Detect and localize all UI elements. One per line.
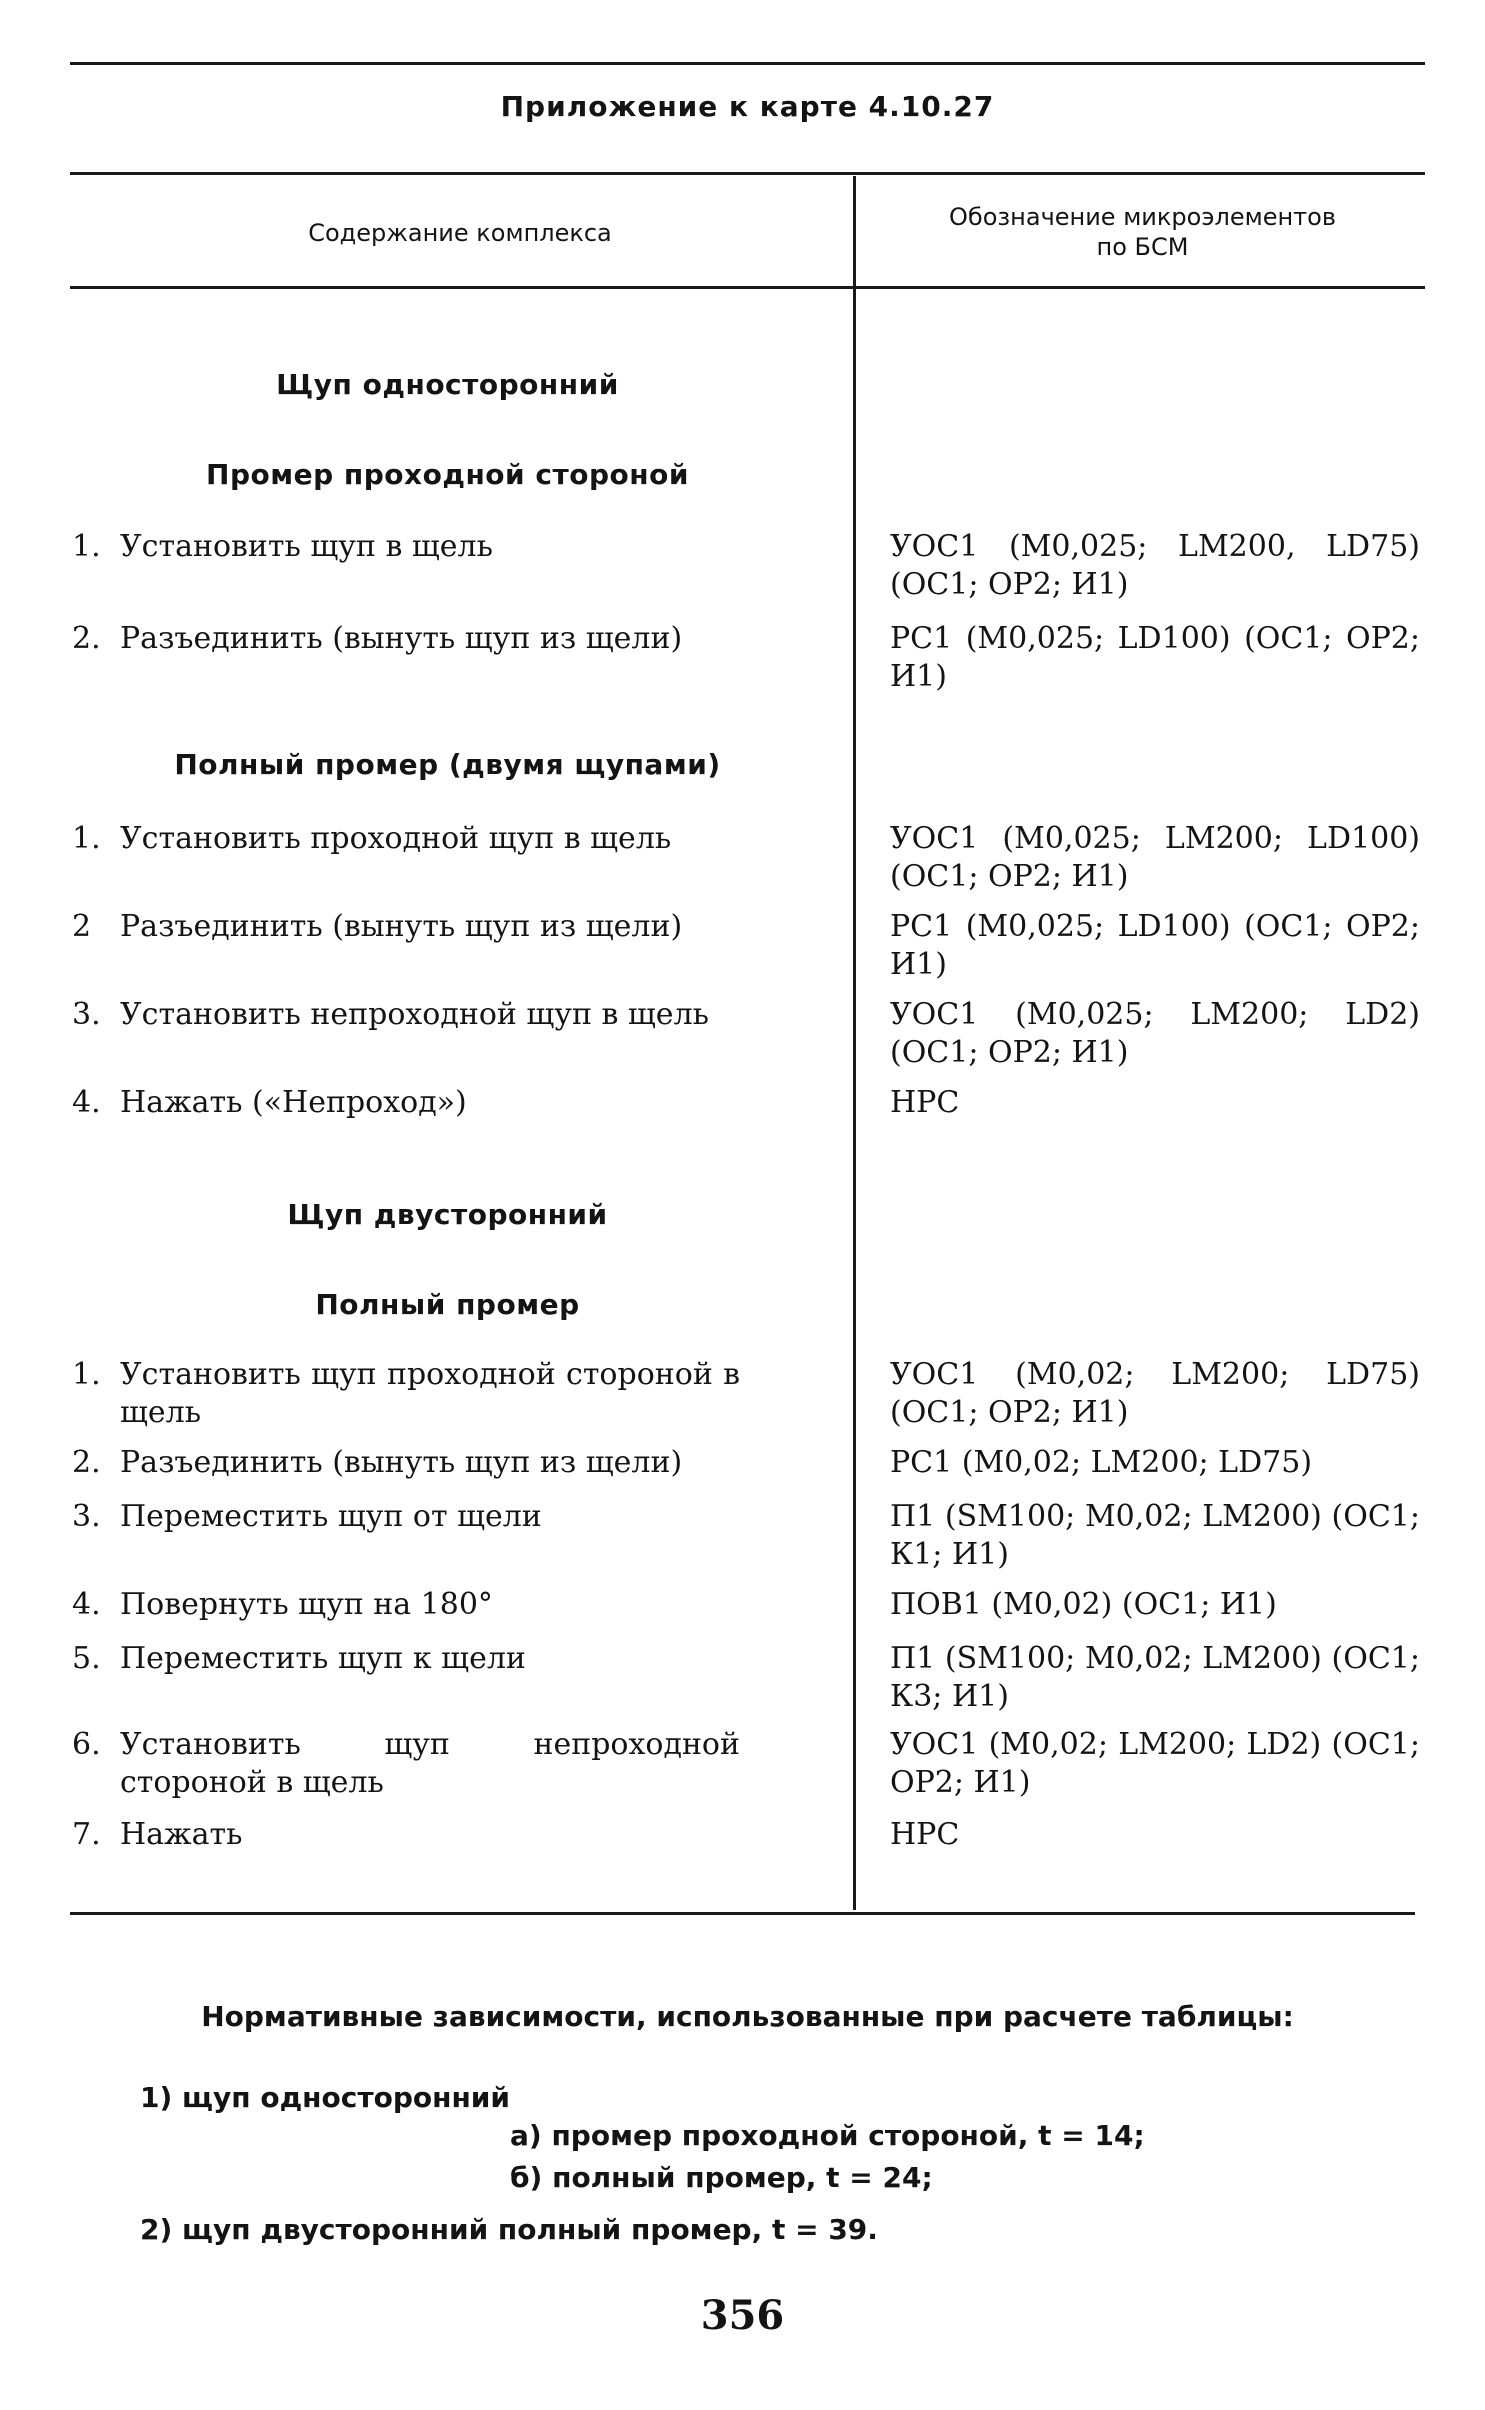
step-number: 2. — [72, 621, 101, 656]
column-header-codes-line1: Обозначение микроэлементов — [949, 203, 1336, 231]
bsm-code: НРС — [890, 1085, 960, 1120]
step-text: Установить щуп проходной стороной в щель — [120, 1357, 740, 1430]
step-number: 1. — [72, 1357, 101, 1392]
table-row-step — [72, 1498, 827, 1536]
step-text: Нажать — [120, 1817, 243, 1852]
table-row-step — [72, 1726, 827, 1802]
subsection-title-full-two-gauges: Полный промер (двумя щупами) — [174, 748, 721, 781]
header-top-rule — [70, 172, 1425, 175]
norms-title: Нормативные зависимости, использованные при расчете таблицы: — [201, 2000, 1294, 2033]
bsm-code: РС1 (М0,025; LD100) (ОС1; ОР2; И1) — [890, 621, 1420, 694]
step-text: Разъединить (вынуть щуп из щели) — [120, 1445, 683, 1480]
table-row-step — [72, 1356, 827, 1432]
step-text: Разъединить (вынуть щуп из щели) — [120, 621, 683, 656]
header-bottom-rule — [70, 286, 1425, 289]
step-number: 7. — [72, 1817, 101, 1852]
bsm-code: РС1 (М0,02; LM200; LD75) — [890, 1445, 1313, 1480]
step-text: Нажать («Непроход») — [120, 1085, 467, 1120]
bsm-code: УОС1 (М0,02; LM200; LD75) (ОС1; ОР2; И1) — [890, 1357, 1420, 1430]
step-number: 1. — [72, 821, 101, 856]
section-title-two-sided-gauge: Щуп двусторонний — [287, 1198, 608, 1231]
step-number: 1. — [72, 529, 101, 564]
table-row-step — [72, 1586, 827, 1624]
step-text: Установить щуп в щель — [120, 529, 493, 564]
step-text: Разъединить (вынуть щуп из щели) — [120, 909, 683, 944]
table-row-step — [72, 620, 827, 658]
step-number: 2 — [72, 909, 92, 944]
bsm-code: П1 (SM100; М0,02; LM200) (ОС1; К1; И1) — [890, 1499, 1420, 1572]
table-row-step — [72, 1816, 827, 1854]
bsm-code: УОС1 (М0,025; LM200; LD2) (ОС1; ОР2; И1) — [890, 997, 1420, 1070]
table-row-step — [72, 1640, 827, 1678]
step-number: 6. — [72, 1727, 101, 1762]
section-title-one-sided-gauge: Щуп односторонний — [276, 368, 619, 401]
bsm-code: УОС1 (М0,025; LM200; LD100) (ОС1; ОР2; И1) — [890, 821, 1420, 894]
step-number: 4. — [72, 1085, 101, 1120]
bsm-code: УОС1 (М0,02; LM200; LD2) (ОС1; ОР2; И1) — [890, 1727, 1420, 1800]
step-number: 3. — [72, 997, 101, 1032]
table-row-step — [72, 908, 827, 946]
bsm-code: ПОВ1 (М0,02) (ОС1; И1) — [890, 1587, 1277, 1622]
step-text: Установить непроходной щуп в щель — [120, 997, 709, 1032]
table-bottom-rule — [70, 1912, 1415, 1915]
step-number: 3. — [72, 1499, 101, 1534]
table-row-step — [72, 820, 827, 858]
bsm-code: НРС — [890, 1817, 960, 1852]
table-row-step — [72, 1084, 827, 1122]
column-header-content-label: Содержание комплекса — [308, 219, 612, 247]
step-text: Повернуть щуп на 180° — [120, 1587, 493, 1622]
column-header-codes — [860, 202, 1425, 262]
page-number: 356 — [700, 2292, 785, 2339]
norms-item-one-sided-a: а) промер проходной стороной, t = 14; — [510, 2119, 1145, 2152]
subsection-title-go-side: Промер проходной стороной — [206, 458, 689, 491]
step-number: 5. — [72, 1641, 101, 1676]
table-row-step — [72, 1444, 827, 1482]
table-row-step — [72, 528, 827, 566]
norms-item-one-sided: 1) щуп односторонний — [140, 2081, 511, 2114]
step-text: Установить проходной щуп в щель — [120, 821, 672, 856]
top-rule — [70, 62, 1425, 65]
step-text: Переместить щуп от щели — [120, 1499, 542, 1534]
subsection-title-full-measure: Полный промер — [315, 1288, 580, 1321]
bsm-code: П1 (SM100; М0,02; LM200) (ОС1; К3; И1) — [890, 1641, 1420, 1714]
step-number: 2. — [72, 1445, 101, 1480]
column-header-content — [70, 218, 850, 248]
step-number: 4. — [72, 1587, 101, 1622]
step-text: Переместить щуп к щели — [120, 1641, 526, 1676]
bsm-code: РС1 (М0,025; LD100) (ОС1; ОР2; И1) — [890, 909, 1420, 982]
table-row-step — [72, 996, 827, 1034]
column-header-codes-line2: по БСМ — [1096, 233, 1189, 261]
column-divider — [853, 176, 856, 1910]
step-text: Установить щуп непроходной стороной в щель — [120, 1727, 740, 1800]
norms-item-two-sided: 2) щуп двусторонний полный промер, t = 39. — [140, 2213, 878, 2246]
norms-item-one-sided-b: б) полный промер, t = 24; — [510, 2161, 933, 2194]
appendix-title: Приложение к карте 4.10.27 — [500, 90, 995, 123]
bsm-code: УОС1 (М0,025; LM200, LD75) (ОС1; ОР2; И1) — [890, 529, 1420, 602]
